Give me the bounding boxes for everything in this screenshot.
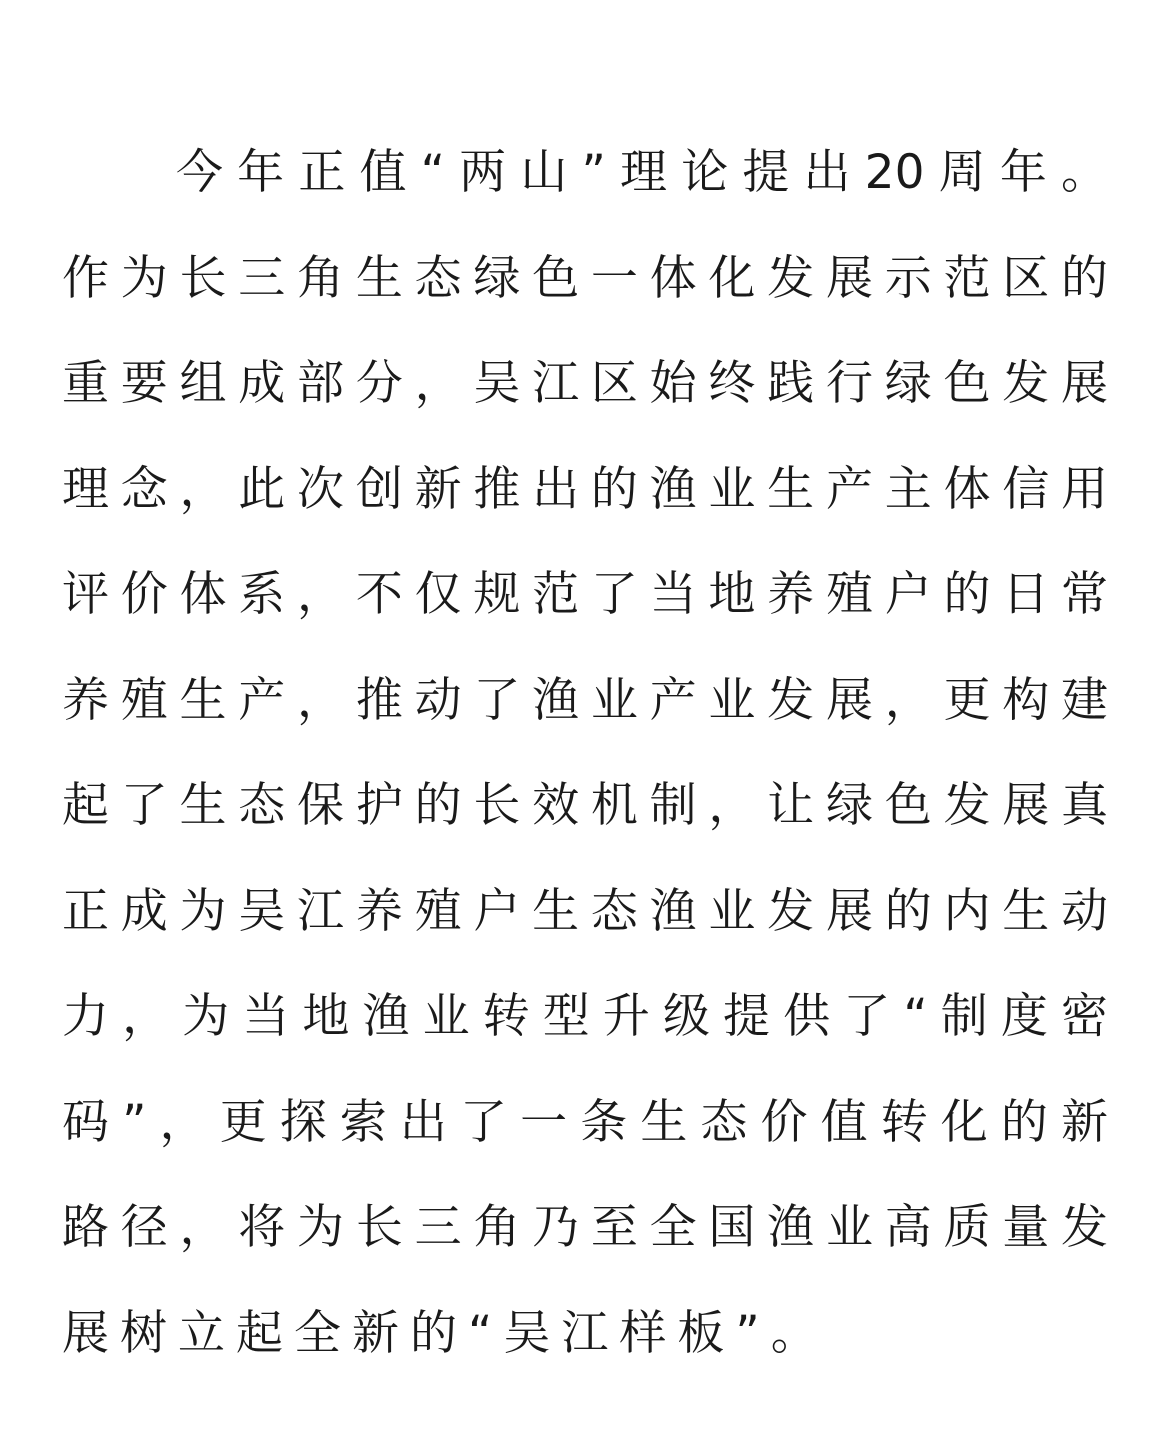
paragraph-line-4: 理念，此次创新推出的渔业生产主体信用 [62, 461, 1108, 517]
paragraph-line-3: 重要组成部分，吴江区始终践行绿色发展 [62, 356, 1108, 411]
paragraph-line-6: 养殖生产，推动了渔业产业发展，更构建 [62, 672, 1108, 728]
paragraph-line-5: 评价体系，不仅规范了当地养殖户的日常 [62, 567, 1108, 622]
paragraph-line-10: 码”，更探索出了一条生态价值转化的新 [62, 1094, 1108, 1150]
paragraph-line-2: 作为长三角生态绿色一体化发展示范区的 [62, 250, 1108, 306]
paragraph-line-7: 起了生态保护的长效机制，让绿色发展真 [62, 778, 1108, 833]
paragraph-line-9: 力，为当地渔业转型升级提供了“制度密 [62, 989, 1108, 1044]
paragraph-line-12: 展树立起全新的“吴江样板”。 [62, 1305, 829, 1361]
article-body [62, 120, 1108, 1386]
paragraph-line-11: 路径，将为长三角乃至全国渔业高质量发 [62, 1200, 1108, 1255]
paragraph-line-1: 今年正值“两山”理论提出20周年。 [176, 145, 1108, 200]
paragraph-line-8: 正成为吴江养殖户生态渔业发展的内生动 [62, 883, 1108, 939]
